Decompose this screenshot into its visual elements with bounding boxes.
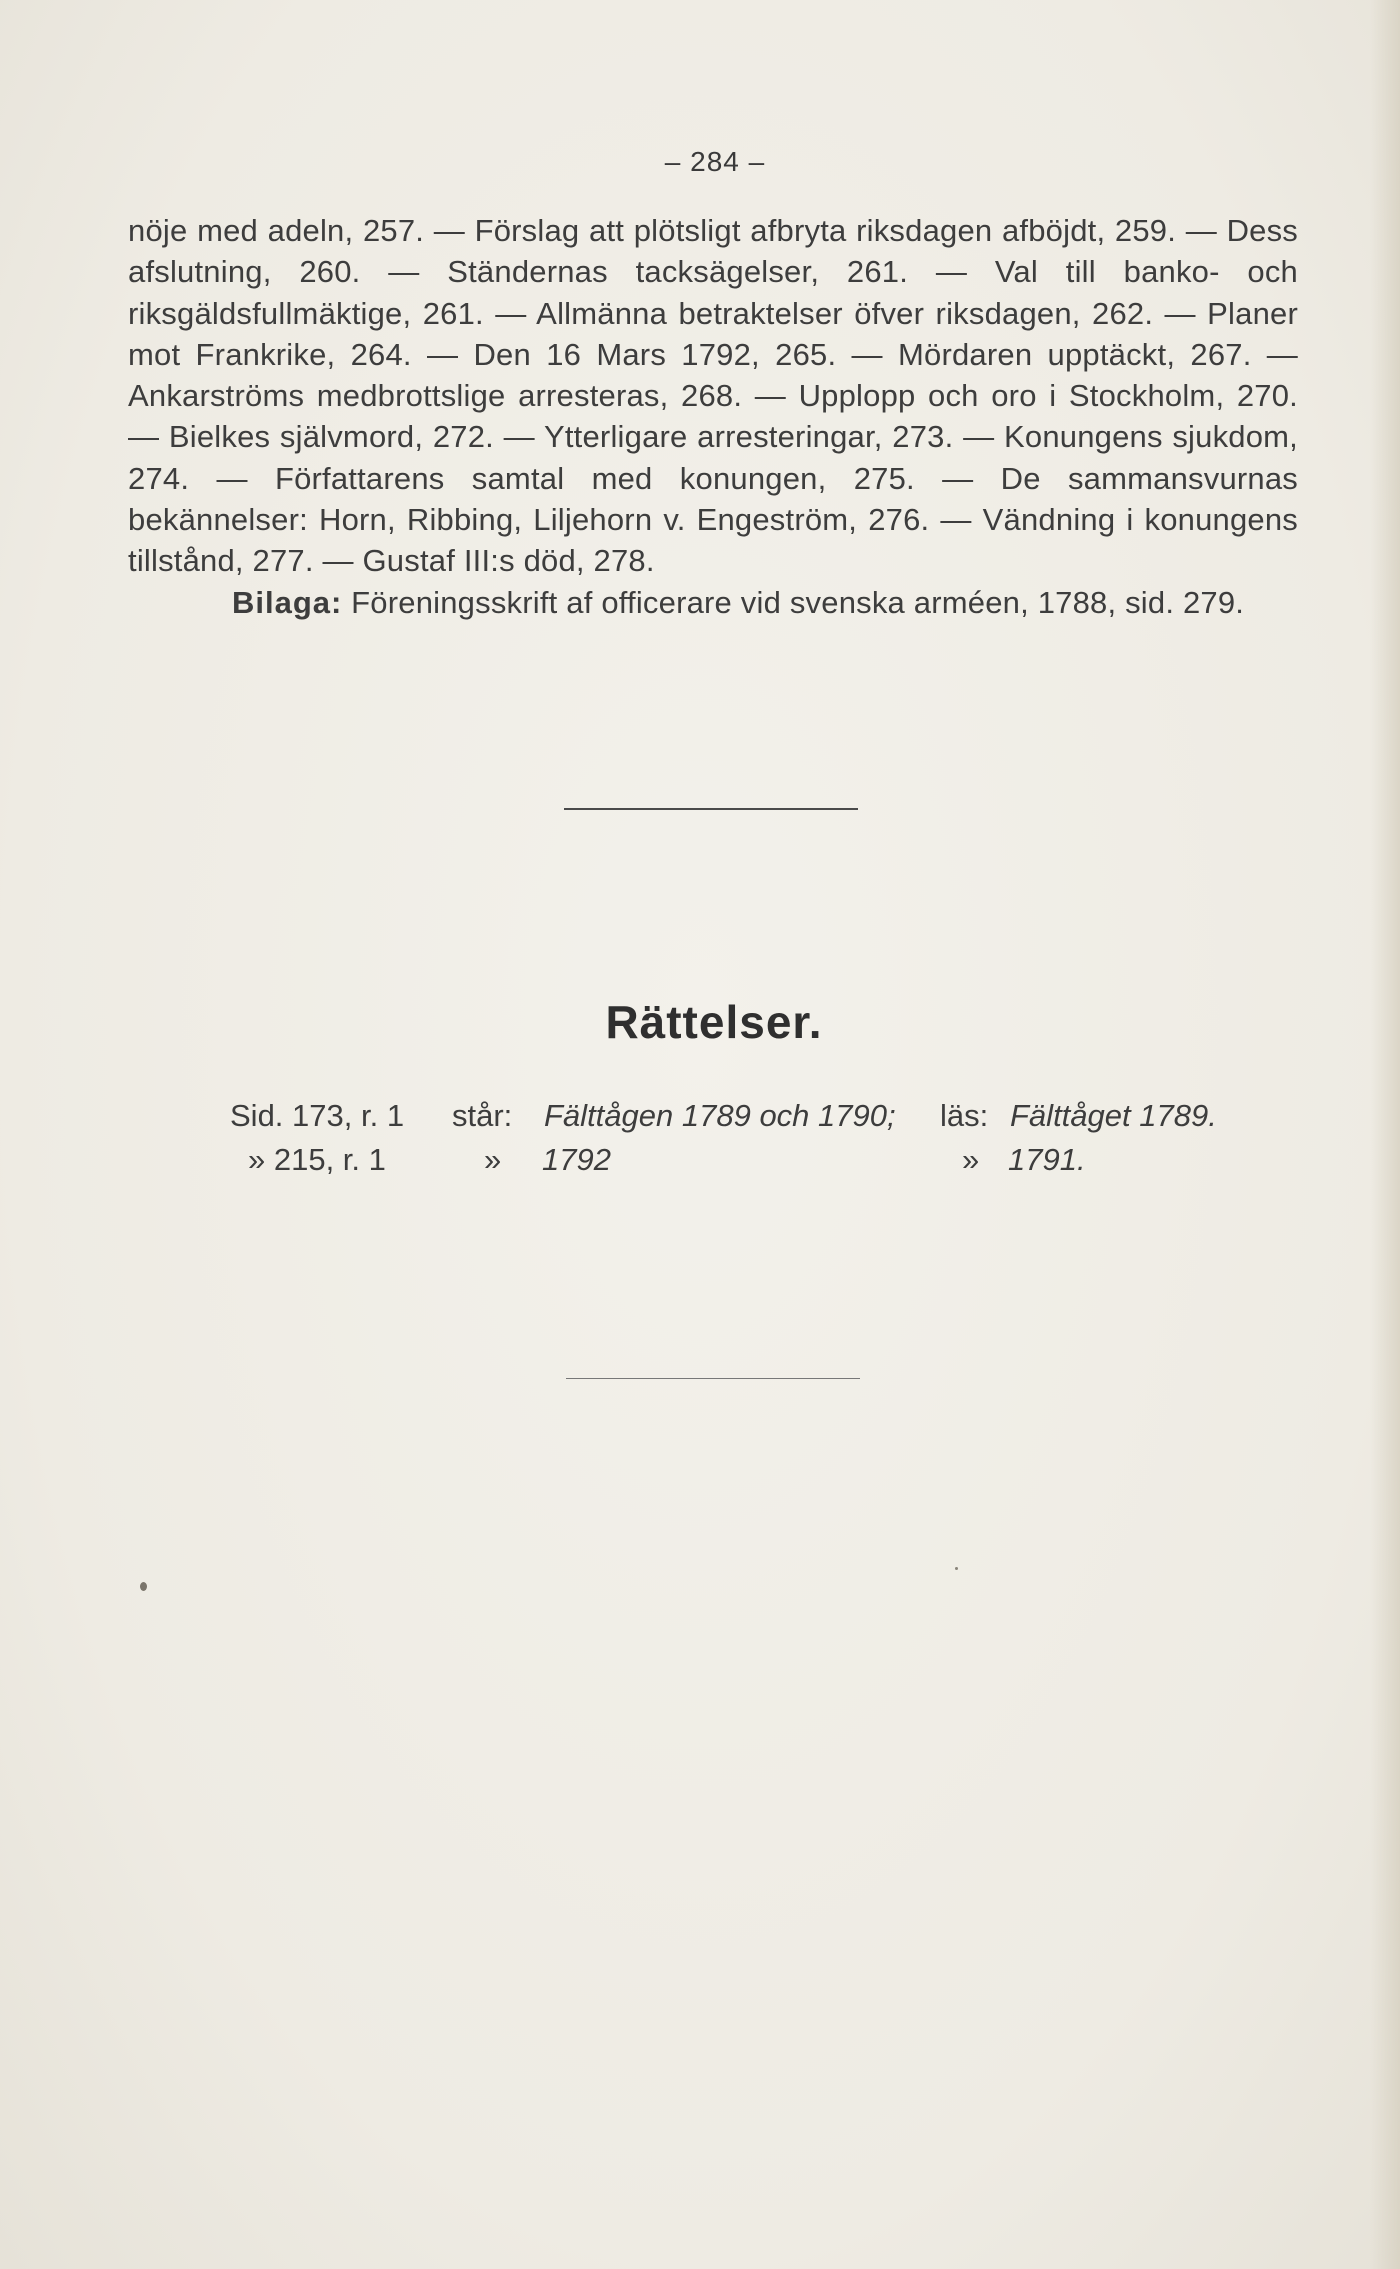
ink-speck	[140, 1582, 147, 1591]
errata-read: läs:	[940, 1098, 989, 1133]
errata-right: 1791.	[1008, 1142, 1086, 1177]
appendix-entry	[128, 582, 1298, 623]
errata-read: »	[962, 1142, 980, 1177]
errata-title: Rättelser.	[605, 996, 823, 1048]
errata-wrong: 1792	[542, 1142, 611, 1177]
page-edge-shade	[1370, 0, 1400, 2269]
page-number: – 284 –	[664, 146, 766, 177]
appendix-label: Bilaga:	[232, 584, 343, 620]
section-divider	[564, 808, 858, 810]
ink-speck	[955, 1567, 958, 1570]
errata-right: Fälttåget 1789.	[1010, 1098, 1217, 1133]
closing-divider	[566, 1378, 860, 1379]
errata-ref: Sid. 173, r. 1	[230, 1098, 405, 1133]
errata-verb: står:	[452, 1098, 513, 1133]
contents-paragraph: nöje med adeln, 257. — Förslag att plötsligt afbryta riksdagen afböjdt, 259. — Dess afslutning, 260. — Ständernas tacksägelser, 261. — Val till banko- och riksgäldsfullmäktige, 261. — Allmänna betraktelser öfver riksdagen, 262. — Planer mot Frankrike, 264. — Den 16 Mars 1792, 265. — Mördaren upptäckt, 267. — Ankarströms medbrottslige arresteras, 268. — Upplopp och oro i Stockholm, 270. — Bielkes självmord, 272. — Ytterligare arresteringar, 273. — Konungens sjukdom, 274. — Författarens samtal med konungen, 275. — De sammansvurnas bekännelser: Horn, Ribbing, Liljehorn v. Engeström, 276. — Vändning i konungens tillstånd, 277. — Gustaf III:s död, 278.	[128, 213, 1298, 579]
errata-wrong: Fälttågen 1789 och 1790;	[544, 1098, 896, 1133]
errata-ref: » 215, r. 1	[248, 1142, 386, 1177]
appendix-text: Föreningsskrift af officerare vid svenska arméen, 1788, sid. 279.	[342, 584, 1245, 620]
body-text	[128, 210, 1298, 623]
errata-verb: »	[484, 1142, 502, 1177]
